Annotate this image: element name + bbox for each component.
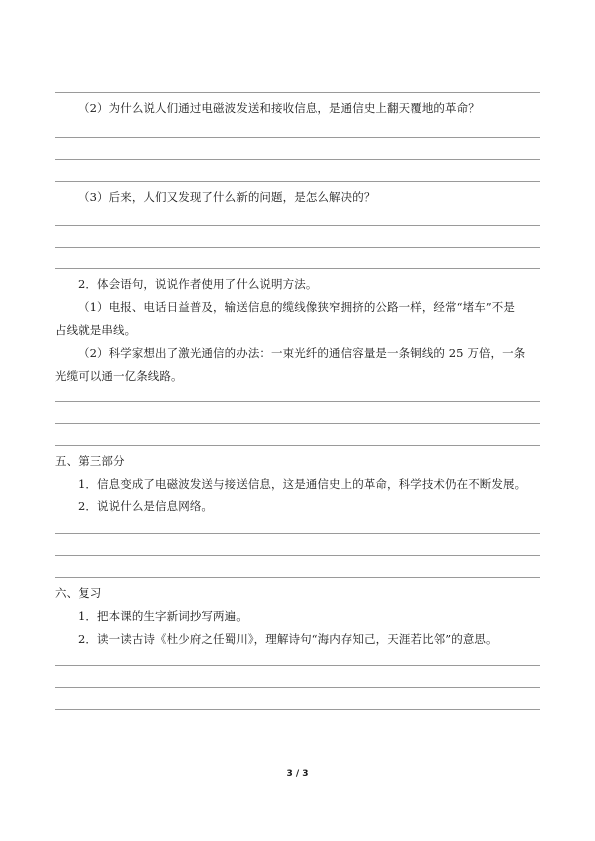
section-6-item-1: 1．把本课的生字新词抄写两遍。 (78, 609, 248, 623)
sentence-2-line-1: （2）科学家想出了激光通信的办法：一束光纤的通信容量是一条铜线的 25 万倍，一条 (78, 346, 526, 360)
answer-line (55, 665, 540, 666)
answer-line (55, 247, 540, 248)
item-2-title: 2．体会语句，说说作者使用了什么说明方法。 (78, 277, 318, 291)
answer-line (55, 709, 540, 710)
answer-line (55, 687, 540, 688)
answer-line (55, 577, 540, 578)
page-number: 3 / 3 (286, 769, 309, 779)
question-3: （3）后来，人们又发现了什么新的问题，是怎么解决的？ (78, 190, 376, 204)
answer-line (55, 181, 540, 182)
answer-line (55, 445, 540, 446)
sentence-1-line-1: （1）电报、电话日益普及，输送信息的缆线像狭窄拥挤的公路一样，经常“堵车”不是 (78, 300, 515, 314)
answer-line (55, 137, 540, 138)
section-6-heading: 六、复习 (55, 586, 102, 600)
answer-line (55, 225, 540, 226)
section-5-item-1: 1．信息变成了电磁波发送与接送信息，这是通信史上的革命，科学技术仍在不断发展。 (78, 477, 527, 491)
answer-line (55, 423, 540, 424)
sentence-1-line-2: 占线就是串线。 (55, 323, 137, 337)
section-5-item-2: 2．说说什么是信息网络。 (78, 499, 214, 513)
sentence-2-line-2: 光缆可以通一亿条线路。 (55, 369, 183, 383)
answer-line (55, 555, 540, 556)
answer-line (55, 159, 540, 160)
section-5-heading: 五、第三部分 (55, 454, 125, 468)
answer-line (55, 92, 540, 93)
answer-line (55, 401, 540, 402)
answer-line (55, 268, 540, 269)
section-6-item-2: 2．读一读古诗《杜少府之任蜀川》，理解诗句“海内存知己，天涯若比邻”的意思。 (78, 632, 498, 646)
question-2: （2）为什么说人们通过电磁波发送和接收信息，是通信史上翻天覆地的革命？ (78, 101, 480, 115)
answer-line (55, 533, 540, 534)
